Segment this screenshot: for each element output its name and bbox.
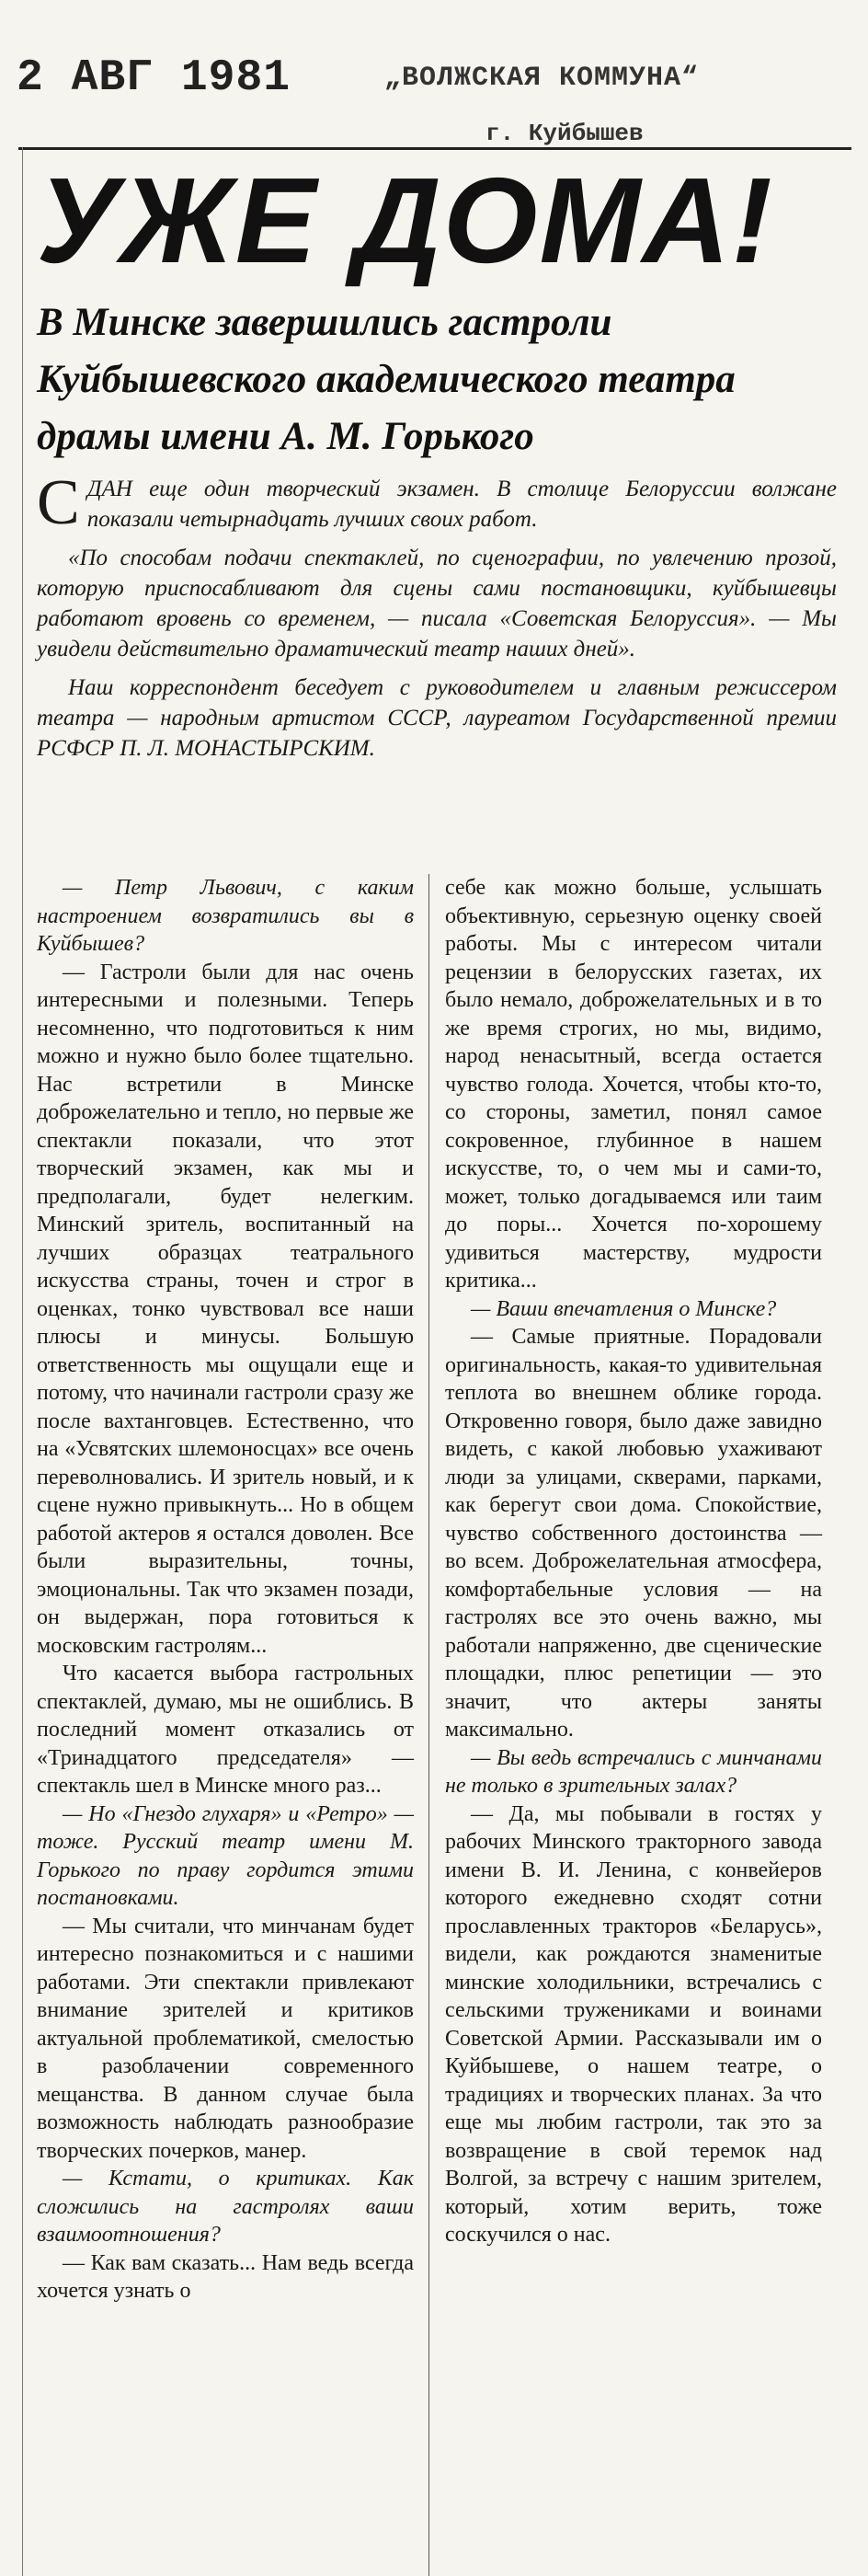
- top-rule: [18, 147, 851, 150]
- interview-answer: Что касается выбора гастрольных спектаклей, думаю, мы не ошиблись. В последний момент отказались от «Тринадцатого председателя» — спектакль шел в Минске много раз...: [37, 1662, 414, 1798]
- article-headline: УЖЕ ДОМА!: [37, 153, 774, 288]
- interview-answer: себе как можно больше, услышать объективную, серьезную оценку своей работы. Мы с интересом читали рецензии в белорусских газетах, их было немало, доброжелательных и в то же время строгих, но мы, видимо, народ ненасытный, всегда остается чувство голода. Хочется, чтобы кто-то, со стороны, заметил, понял самое сокровенное, глубинное в нашем искусстве, то, о чем мы и сами-то, может, только догадываемся или таим до поры... Хочется по-хорошему удивиться мастерству, мудрости критика...: [445, 876, 822, 1293]
- interview-answer: — Самые приятные. Порадовали оригинальность, какая-то удивительная теплота во внешнем облике города. Откровенно говоря, было даже завидно видеть, с какой любовью ухаживают люди за улицами, скверами, парками, как берегут свои дома. Спокойствие, чувство собственного достоинства — во всем. Доброжелательная атмосфера, комфортабельные условия — на гастролях все это очень важно, мы работали напряженно, две сценические площадки, плюс репетиции — это значит, что актеры заняты максимально.: [445, 1325, 822, 1742]
- lead-text-1: ДАН еще один творческий экзамен. В столице Белоруссии волжане показали четырнадцать лучших своих работ.: [86, 477, 837, 532]
- interview-question: — Кстати, о критиках. Как сложились на гастролях ваши взаимоотношения?: [37, 2167, 414, 2247]
- left-rule: [22, 147, 23, 2576]
- interview-question: — Ваши впечатления о Минске?: [471, 1296, 777, 1321]
- city-stamp: г. Куйбышев: [485, 120, 644, 147]
- interview-question: — Но «Гнездо глухаря» и «Ретро» — тоже. Русский театр имени М. Горького по праву гордится этими постановками.: [37, 1801, 414, 1910]
- lead-paragraph-3: Наш корреспондент беседует с руководителем и главным режиссером театра — народным артистом СССР, лауреатом Государственной премии РСФСР П. Л. МОНАСТЫРСКИМ.: [37, 675, 837, 761]
- right-column: [445, 874, 822, 2249]
- newspaper-name-stamp: „ВОЛЖСКАЯ КОММУНА“: [384, 63, 700, 94]
- interview-answer: — Да, мы побывали в гостях у рабочих Минского тракторного завода имени В. И. Ленина, с конвейеров которого ежедневно сходят сотни прославленных тракторов «Беларусь», видели, как рождаются знаменитые минские холодильники, встречались с сельскими тружениками и воинами Советской Армии. Рассказывали им о Куйбышеве, о нашем театре, о традициях и творческих планах. За что еще мы любим гастроли, так это за возвращение в свой теремок над Волгой, за встречу с нашим зрителем, который, хотим верить, тоже соскучился о нас.: [445, 1801, 822, 2247]
- lead-paragraph-2: «По способам подачи спектаклей, по сценографии, по увлечению прозой, которую приспосабливают для сцены сами постановщики, куйбышевцы работают вровень со временем, — писала «Советская Белоруссия». — Мы увидели действительно драматический театр наших дней».: [37, 546, 837, 661]
- archive-stamp: [17, 53, 844, 147]
- lead-paragraph-1: [37, 467, 837, 538]
- interview-answer: — Мы считали, что минчанам будет интересно познакомиться и с нашими работами. Эти спектакли привлекают внимание зрителей и критиков актуальной проблематикой, смелостью в разоблачении современного мещанства. В данном случае была возможность наблюдать разнообразие творческих почерков, манер.: [37, 1914, 414, 2163]
- date-stamp: 2 АВГ 1981: [17, 53, 291, 103]
- interview-answer: — Гастроли были для нас очень интересными и полезными. Теперь несомненно, что подготовиться к ним можно и нужно было более тщательно. Нас встретили в Минске доброжелательно и тепло, но первые же спектакли показали, что этот творческий экзамен, как мы и предполагали, будет нелегким. Минский зритель, воспитанный на лучших образцах театрального искусства страны, точен и строг в оценках, тонко чувствовал все наши плюсы и минусы. Большую ответственность мы ощущали еще и потому, что начинали гастроли сразу же после вахтанговцев. Естественно, что на «Усвятских шлемоносцах» все очень переволновались. И зритель новый, и к сцене нужно привыкнуть... Но в общем работой актеров я остался доволен. Все были выразительны, точны, эмоциональны. Так что экзамен позади, он выдержан, пора готовиться к московским гастролям...: [37, 960, 414, 1658]
- interview-question: — Петр Львович, с каким настроением возвратились вы в Куйбышев?: [37, 876, 414, 956]
- interview-question: — Вы ведь встречались с минчанами не только в зрительных залах?: [445, 1745, 822, 1798]
- interview-answer: — Как вам сказать... Нам ведь всегда хочется узнать о: [37, 2250, 414, 2303]
- article-lead: [37, 467, 837, 772]
- column-divider: [428, 874, 429, 2576]
- dropcap-letter: С: [37, 467, 80, 538]
- left-column: [37, 874, 414, 2306]
- article-subhead: В Минске завершились гастроли Куйбышевского академического театра драмы имени А. М. Горького: [37, 301, 736, 458]
